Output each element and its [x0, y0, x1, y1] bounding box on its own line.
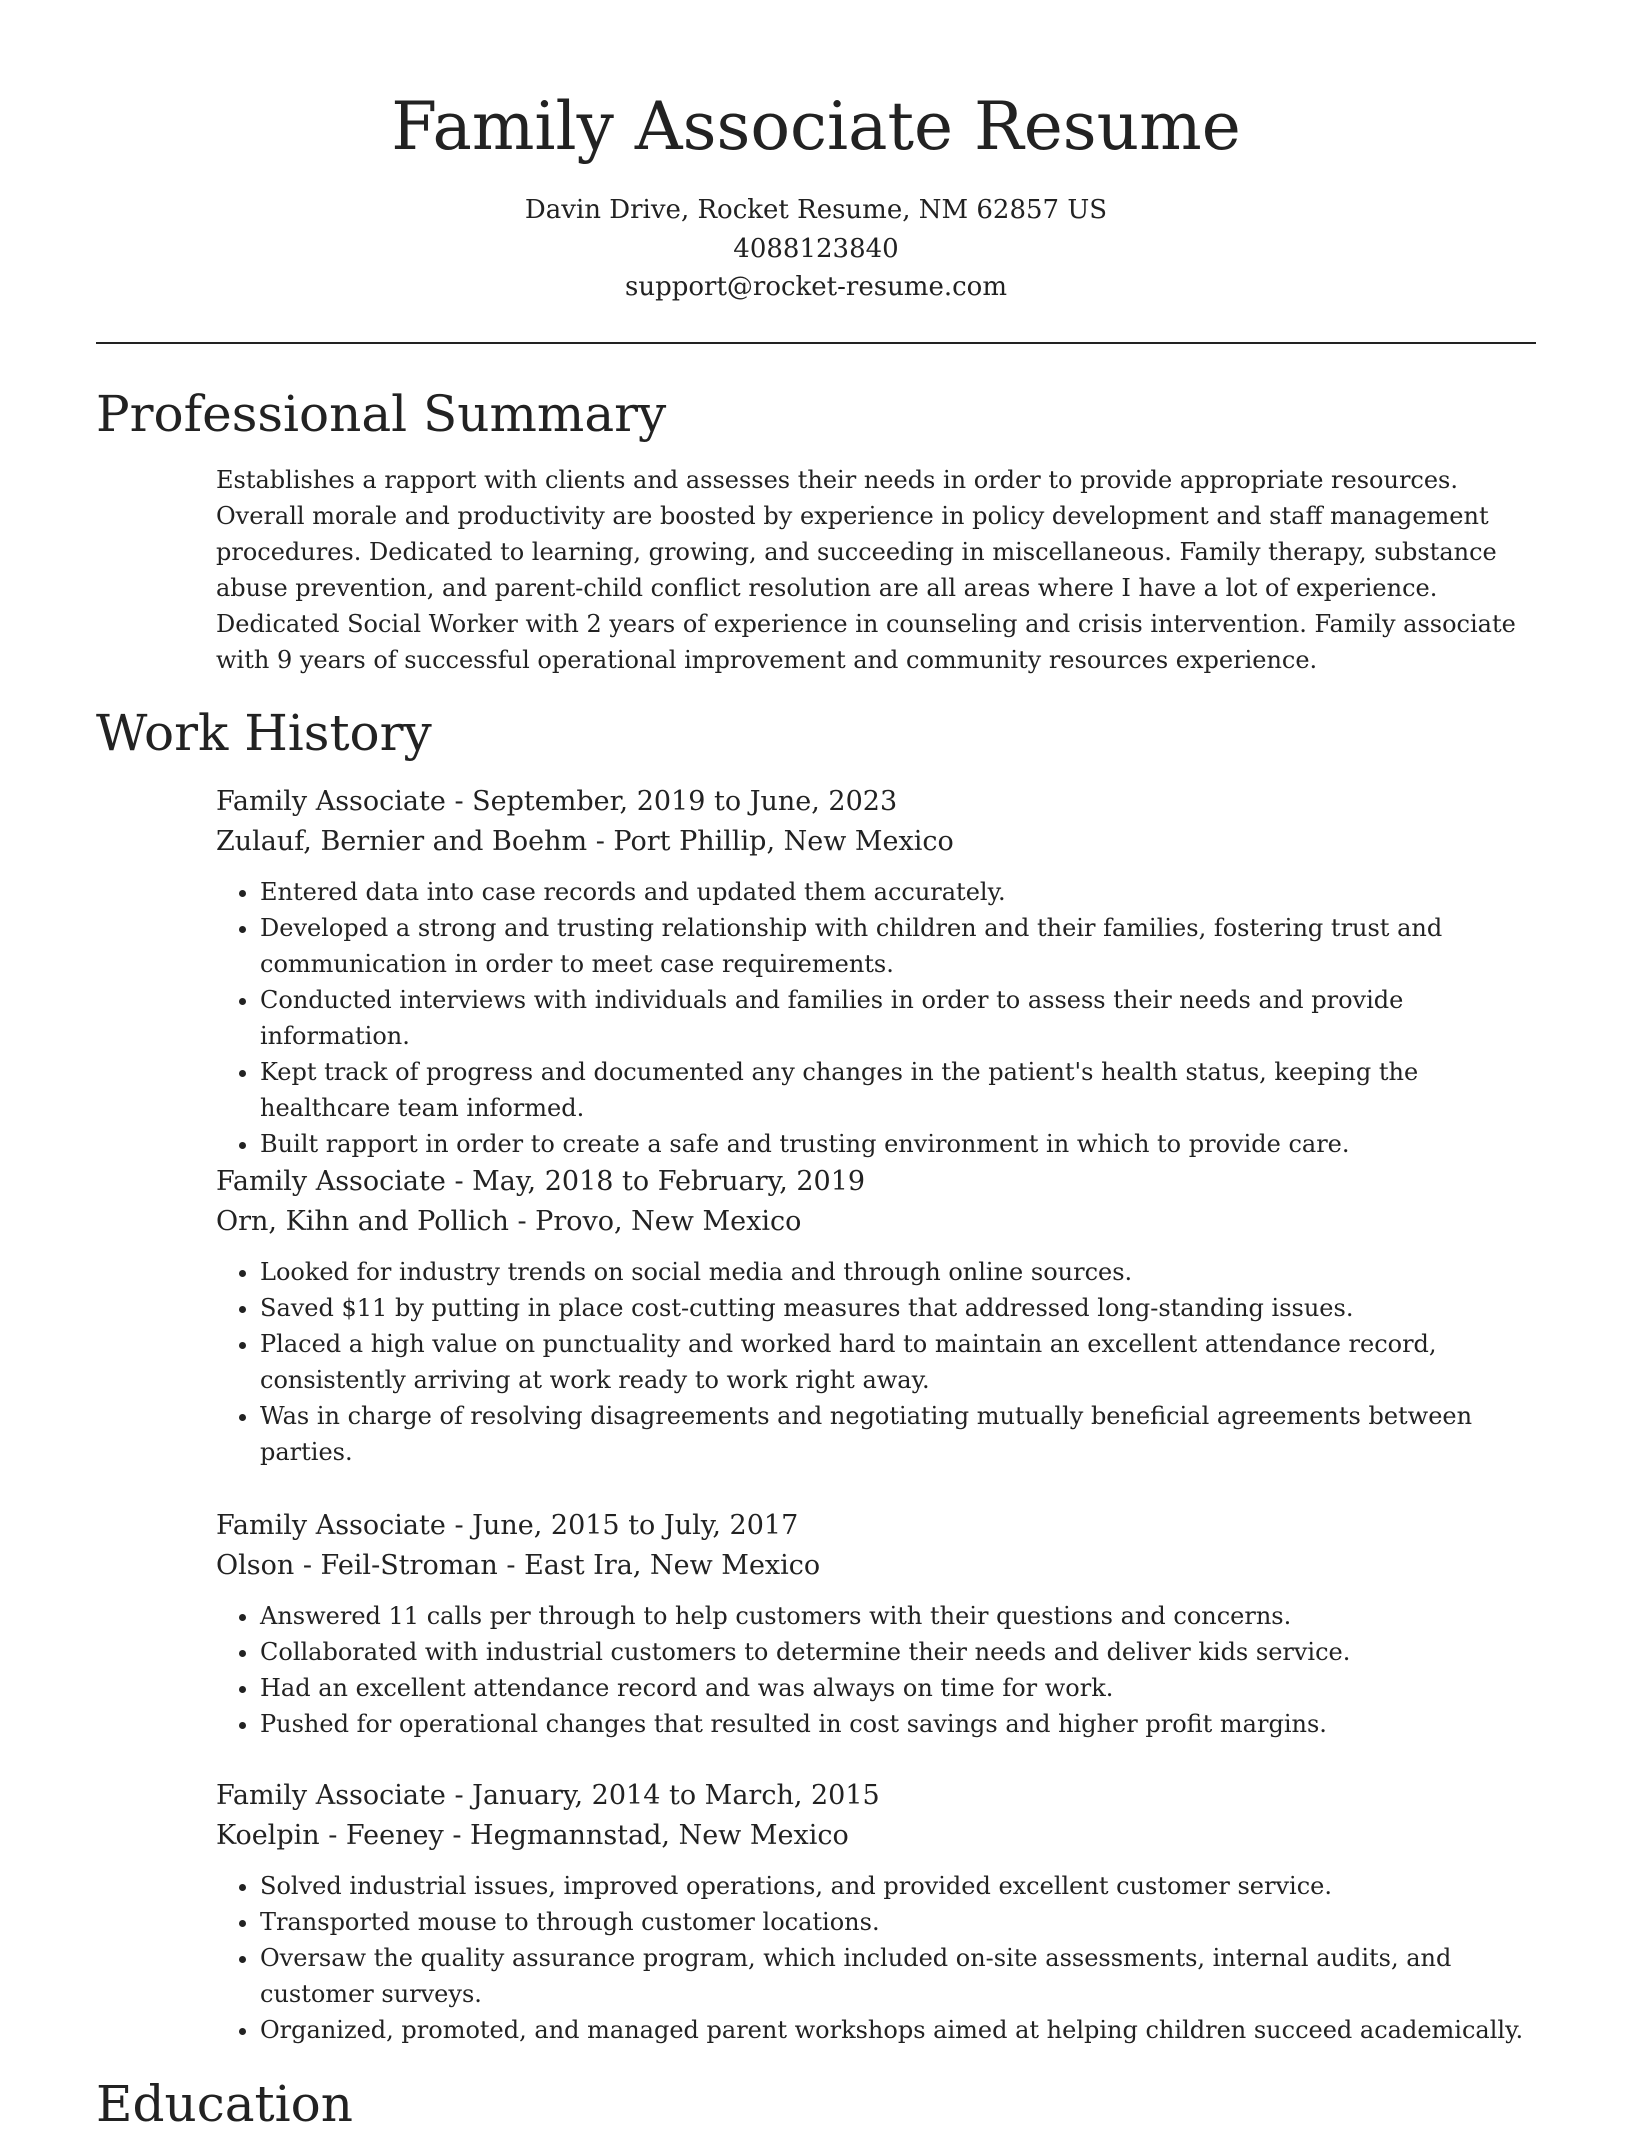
summary-text: Establishes a rapport with clients and assesses their needs in order to provide appropriate resources. Overall morale and productivity are boosted by experience in policy development and staff management procedures. Dedicated to learning, growing, and succeeding in miscellaneous. Family therapy, substance abuse prevention, and parent-child conflict resolution are all areas where I have a lot of experience. Dedicated Social Worker with 2 years of experience in counseling and crisis intervention. Family associate with 9 years of successful operational improvement and community resources experience. [216, 466, 1516, 674]
job-bullet: • Placed a high value on punctuality and worked hard to maintain an excellent attendance record, consistently arriving at work ready to work right away. [260, 1326, 1536, 1398]
job-bullet-list [216, 1598, 1536, 1742]
summary-heading: Professional Summary [96, 385, 667, 443]
job-bullet-list [216, 1868, 1536, 2048]
job-bullet: • Transported mouse to through customer locations. [260, 1904, 1536, 1940]
job-bullet: • Organized, promoted, and managed parent workshops aimed at helping children succeed academically. [260, 2012, 1536, 2048]
job-bullet: • Collaborated with industrial customers to determine their needs and deliver kids service. [260, 1634, 1536, 1670]
job-company-line [216, 1546, 1536, 1586]
job-bullet: • Saved $11 by putting in place cost-cutting measures that addressed long-standing issues. [260, 1290, 1536, 1326]
job-bullet: • Developed a strong and trusting relationship with children and their families, fostering trust and communication in order to meet case requirements. [260, 910, 1536, 982]
job-bullet: • Was in charge of resolving disagreements and negotiating mutually beneficial agreements between parties. [260, 1398, 1536, 1470]
job-role: Family Associate [216, 1510, 446, 1541]
contact-phone: 4088123840 [733, 234, 899, 264]
job-dates: - May, 2018 to February, 2019 [445, 1166, 866, 1197]
job-dates: - June, 2015 to July, 2017 [445, 1510, 799, 1541]
resume-title: Family Associate Resume [391, 88, 1241, 165]
job-title-line [216, 1776, 1536, 1816]
job-bullet: • Answered 11 calls per through to help customers with their questions and concerns. [260, 1598, 1536, 1634]
education-heading: Education [96, 2075, 353, 2133]
job-dates: - September, 2019 to June, 2023 [445, 786, 898, 817]
job-bullet-list [216, 1254, 1536, 1470]
job-company-line [216, 1202, 1536, 1242]
contact-email: support@rocket-resume.com [624, 272, 1007, 302]
job-entry [216, 1162, 1536, 1470]
job-bullet: • Looked for industry trends on social media and through online sources. [260, 1254, 1536, 1290]
job-dates: - January, 2014 to March, 2015 [445, 1780, 880, 1811]
job-company: Koelpin - Feeney [216, 1820, 444, 1851]
job-location: - Port Phillip, New Mexico [587, 826, 954, 857]
job-title-line [216, 1162, 1536, 1202]
contact-address: Davin Drive, Rocket Resume, NM 62857 US [524, 195, 1108, 225]
job-entry [216, 1776, 1536, 2048]
job-entry [216, 1506, 1536, 1742]
job-company-line [216, 822, 1536, 862]
job-bullet: • Pushed for operational changes that resulted in cost savings and higher profit margins. [260, 1706, 1536, 1742]
job-role: Family Associate [216, 1166, 446, 1197]
job-location: - East Ira, New Mexico [497, 1550, 821, 1581]
job-company: Orn, Kihn and Pollich [216, 1206, 509, 1237]
job-bullet: • Built rapport in order to create a safe and trusting environment in which to provide care. [260, 1126, 1536, 1162]
job-title-line [216, 782, 1536, 822]
job-role: Family Associate [216, 786, 446, 817]
job-location: - Provo, New Mexico [508, 1206, 802, 1237]
job-bullet: • Oversaw the quality assurance program, which included on-site assessments, internal audits, and customer surveys. [260, 1940, 1536, 2012]
job-company: Olson - Feil-Stroman [216, 1550, 498, 1581]
job-company: Zulauf, Bernier and Boehm [216, 826, 588, 857]
job-bullet-list [216, 874, 1536, 1162]
job-bullet: • Kept track of progress and documented any changes in the patient's health status, keeping the healthcare team informed. [260, 1054, 1536, 1126]
job-bullet: • Conducted interviews with individuals and families in order to assess their needs and provide information. [260, 982, 1536, 1054]
job-bullet: • Had an excellent attendance record and was always on time for work. [260, 1670, 1536, 1706]
job-bullet: • Solved industrial issues, improved operations, and provided excellent customer service. [260, 1868, 1536, 1904]
job-title-line [216, 1506, 1536, 1546]
header-divider [96, 342, 1536, 344]
job-role: Family Associate [216, 1780, 446, 1811]
job-entry [216, 782, 1536, 1162]
job-bullet: • Entered data into case records and updated them accurately. [260, 874, 1536, 910]
job-company-line [216, 1816, 1536, 1856]
work-history-heading: Work History [96, 704, 432, 762]
job-location: - Hegmannstad, New Mexico [443, 1820, 849, 1851]
